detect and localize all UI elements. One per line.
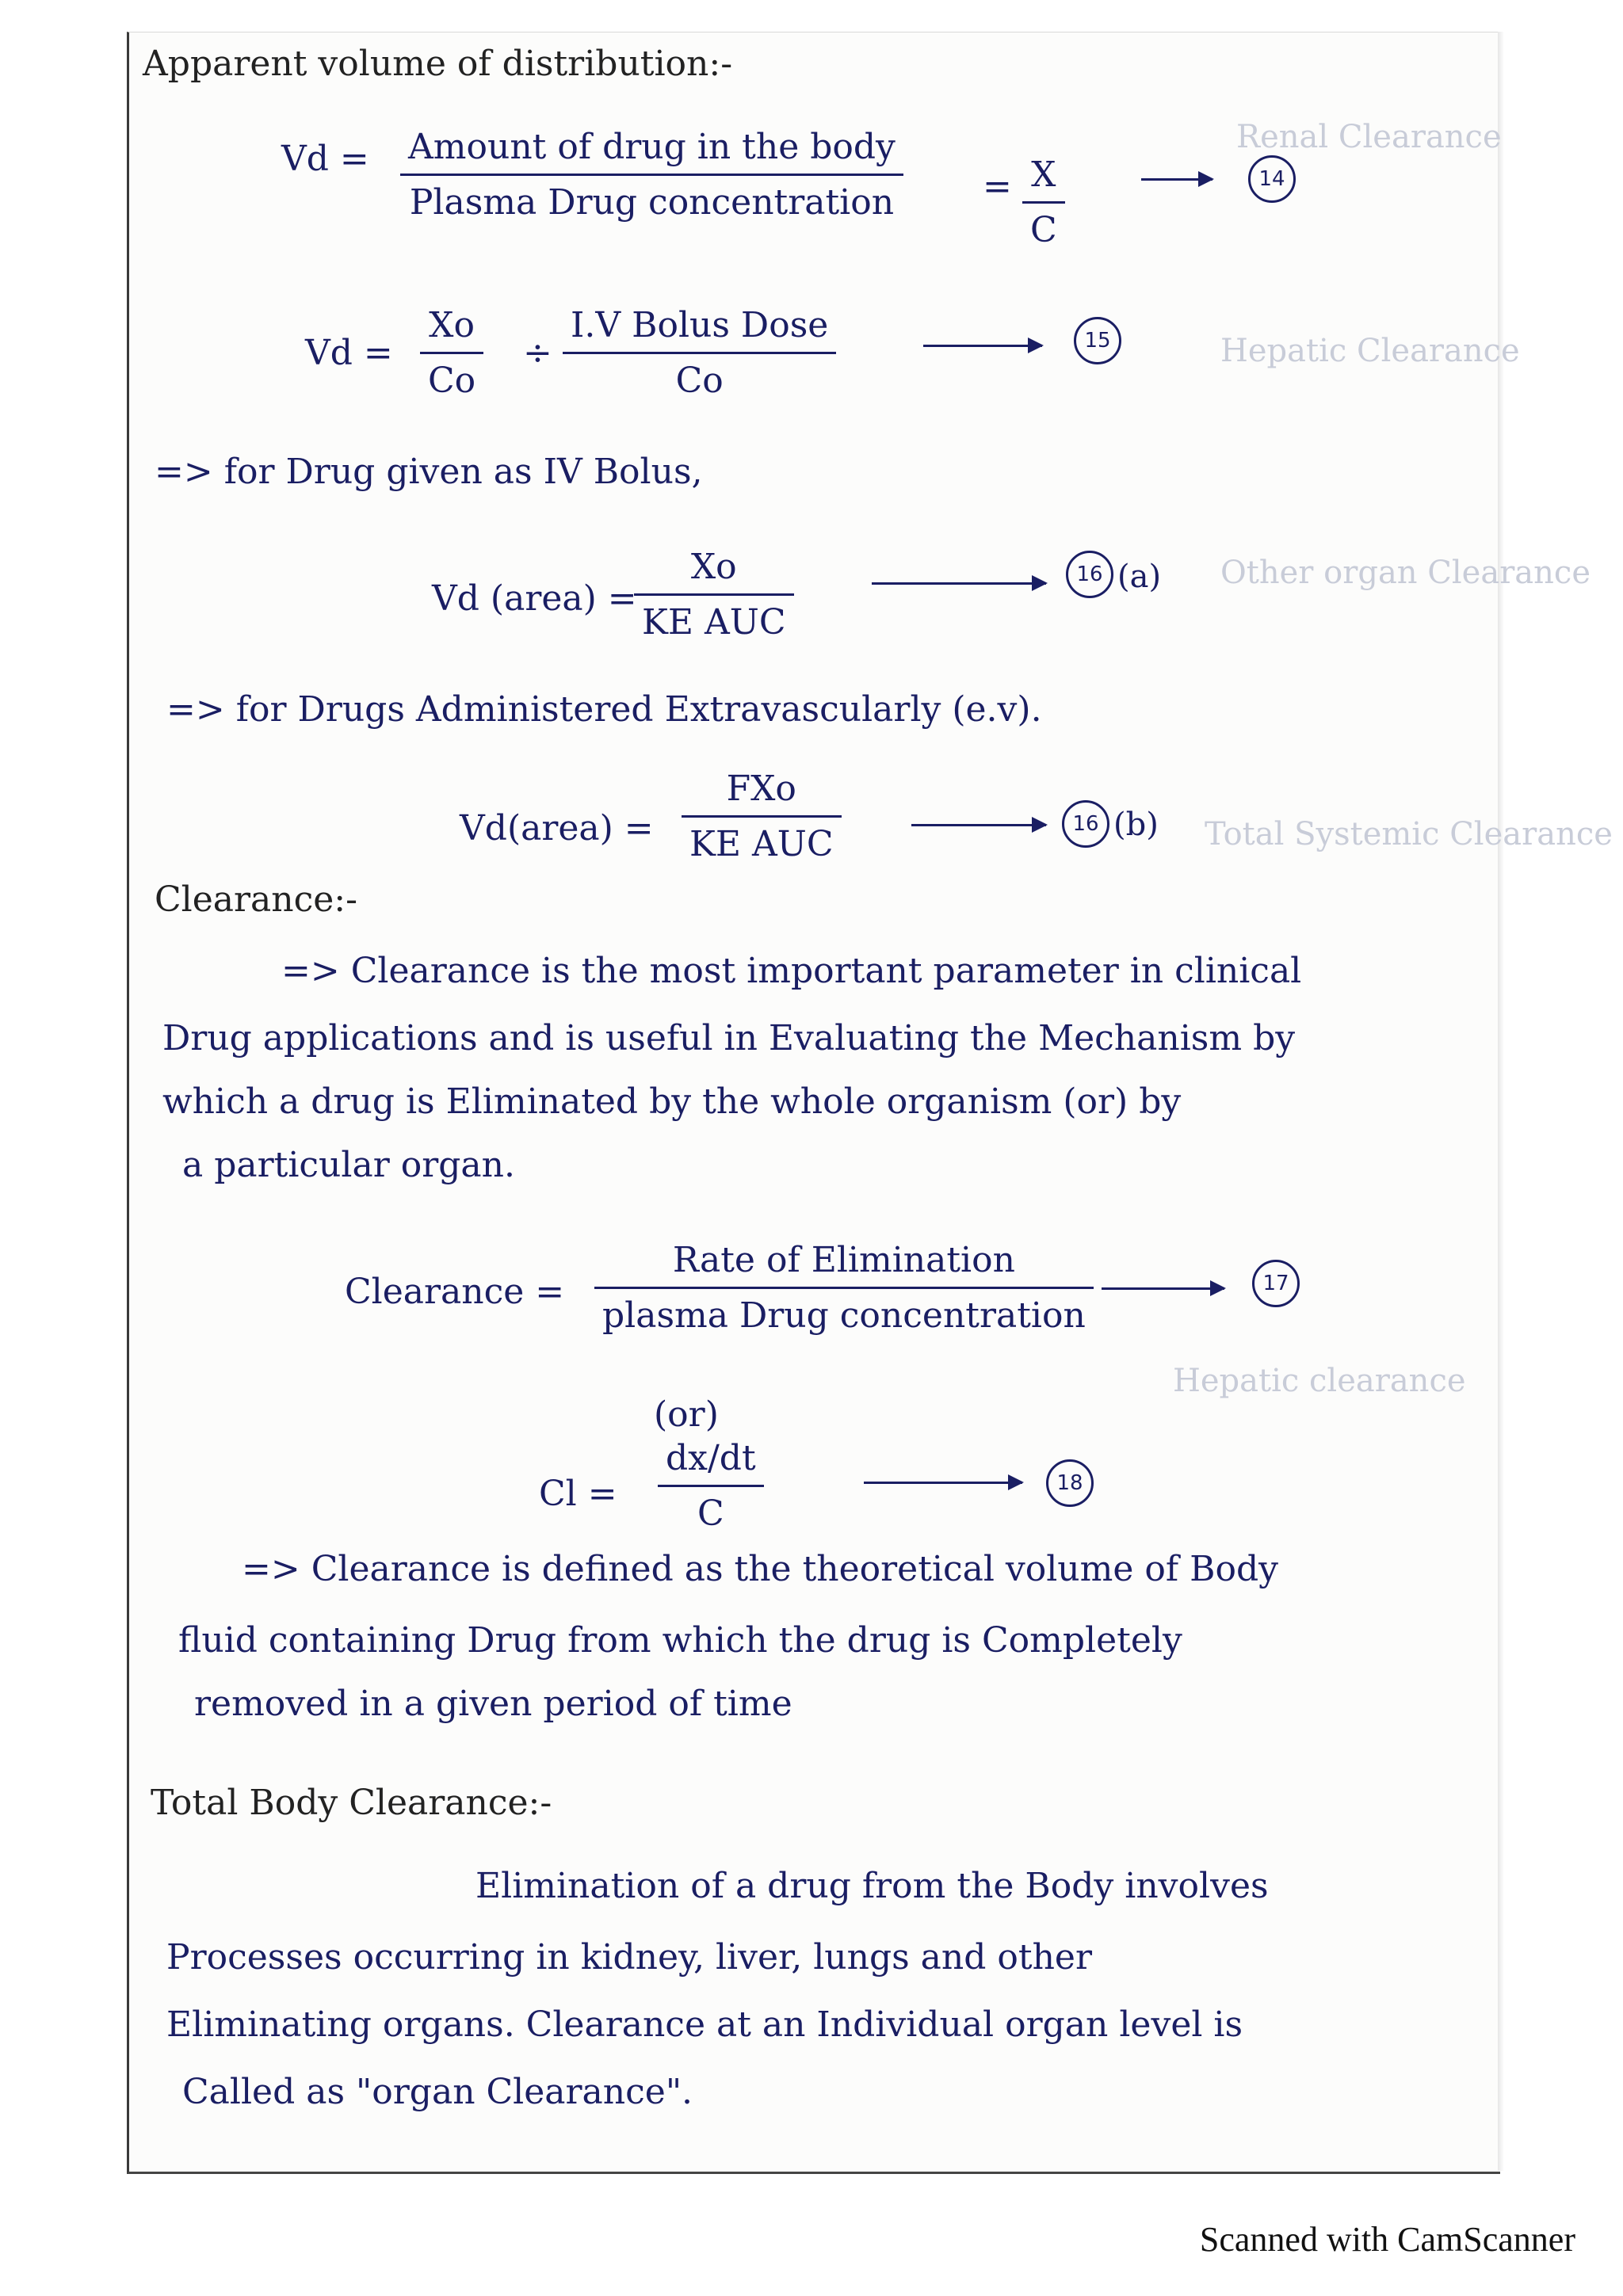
vd-co: Co (428, 360, 476, 401)
vd-x: X (1031, 154, 1056, 195)
total-clearance-line: Processes occurring in kidney, liver, lungs and other (166, 1937, 1092, 1978)
vd-fraction-1 (400, 127, 903, 223)
division-sign: ÷ (523, 333, 552, 373)
vd-numerator-1: Amount of drug in the body (408, 127, 896, 167)
total-clearance-line: Eliminating organs. Clearance at an Individual organ level is (166, 2004, 1243, 2045)
vd-area-denominator-2: KE AUC (689, 824, 834, 864)
bleed-through-text: Other organ Clearance (1220, 555, 1591, 591)
vd-label-1: Vd = (281, 139, 369, 179)
arrow-right (923, 345, 1042, 347)
heading-vd: Apparent volume of distribution:- (143, 44, 733, 84)
equation-number-16b: 16 (1062, 800, 1109, 848)
bleed-through-text: Hepatic Clearance (1220, 333, 1520, 369)
equation-suffix-b: (b) (1113, 807, 1159, 843)
vd-area-denominator: KE AUC (642, 602, 786, 643)
vd-bolus-fraction (563, 305, 836, 401)
vd-area-label: Vd (area) = (432, 578, 637, 619)
scanner-watermark: Scanned with CamScanner (1199, 2220, 1575, 2259)
vd-xc-fraction (1022, 154, 1065, 250)
heading-total-body-clearance: Total Body Clearance:- (151, 1783, 552, 1823)
equation-number-15: 15 (1074, 317, 1121, 364)
equation-number-18: 18 (1046, 1459, 1094, 1507)
vd-denominator-1: Plasma Drug concentration (409, 182, 895, 223)
vd-co-2: Co (675, 360, 724, 401)
clearance-label: Clearance = (345, 1272, 565, 1312)
cl-label: Cl = (539, 1474, 617, 1514)
arrow-right (872, 582, 1046, 585)
equals-sign: = (983, 166, 1012, 207)
vd-area-numerator: Xo (690, 547, 737, 587)
clearance-definition-line: removed in a given period of time (194, 1684, 792, 1724)
equation-number-14: 14 (1248, 155, 1296, 203)
arrow-right (1141, 178, 1212, 181)
clearance-paragraph-line: a particular organ. (182, 1145, 515, 1185)
vd-label-2: Vd = (305, 333, 393, 373)
heading-clearance: Clearance:- (155, 879, 357, 920)
bullet-extravascular: => for Drugs Administered Extravascularly (e.v). (166, 689, 1042, 730)
vd-bolus-dose: I.V Bolus Dose (571, 305, 829, 345)
bleed-through-text: Total Systemic Clearance (1205, 816, 1613, 852)
clearance-paragraph-line: => Clearance is the most important parameter in clinical (281, 951, 1302, 991)
bullet-iv-bolus: => for Drug given as IV Bolus, (155, 452, 703, 492)
arrow-right (864, 1482, 1022, 1484)
vd-c: C (1030, 210, 1057, 250)
cl-fraction (658, 1438, 764, 1534)
bleed-through-text: Renal Clearance (1236, 119, 1502, 155)
equation-number-16a: 16 (1066, 551, 1113, 598)
or-text: (or) (654, 1394, 719, 1435)
vd-area-fraction (634, 547, 794, 643)
vd-area-numerator-2: FXo (726, 769, 796, 809)
vd-xo-co-fraction (420, 305, 483, 401)
arrow-right (1102, 1287, 1224, 1290)
cl-denominator: C (697, 1493, 724, 1534)
clearance-paragraph-line: Drug applications and is useful in Evaluating the Mechanism by (162, 1018, 1296, 1058)
bleed-through-text: Hepatic clearance (1173, 1363, 1466, 1399)
cl-numerator: dx/dt (666, 1438, 756, 1478)
vd-xo: Xo (429, 305, 475, 345)
vd-area-label-2: Vd(area) = (460, 808, 654, 849)
total-clearance-line: Elimination of a drug from the Body involves (475, 1866, 1269, 1906)
clearance-definition-line: => Clearance is defined as the theoretical volume of Body (242, 1549, 1278, 1589)
clearance-denominator: plasma Drug concentration (602, 1295, 1086, 1336)
total-clearance-line: Called as "organ Clearance". (182, 2072, 693, 2112)
clearance-fraction (594, 1240, 1094, 1336)
vd-area-fraction-2 (682, 769, 842, 864)
clearance-numerator: Rate of Elimination (672, 1240, 1015, 1280)
arrow-right (911, 824, 1046, 826)
equation-number-17: 17 (1252, 1260, 1300, 1307)
equation-suffix-a: (a) (1117, 559, 1162, 595)
clearance-definition-line: fluid containing Drug from which the drug is Completely (178, 1620, 1182, 1661)
clearance-paragraph-line: which a drug is Eliminated by the whole organism (or) by (162, 1081, 1182, 1122)
